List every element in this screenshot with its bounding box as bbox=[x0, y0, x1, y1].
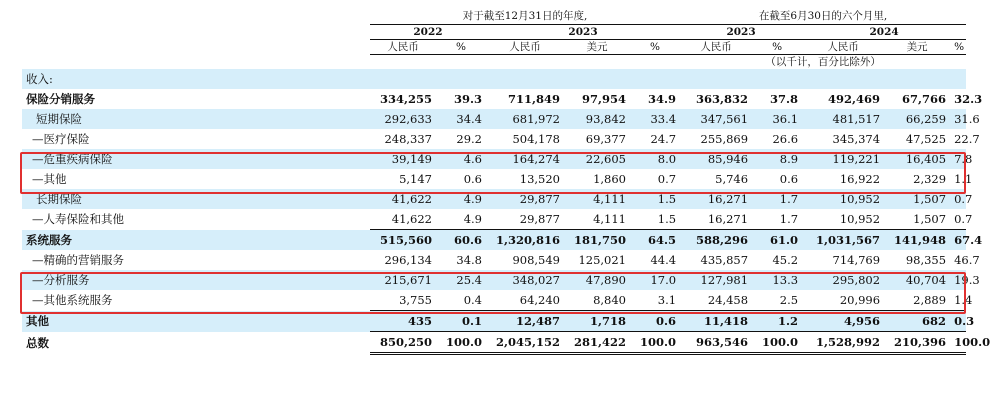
row-label: —其他系统服务 bbox=[32, 293, 113, 308]
table-row bbox=[22, 230, 966, 251]
table-cell bbox=[564, 69, 630, 89]
table-cell: 16,405 bbox=[884, 149, 950, 169]
table-cell: 4,111 bbox=[564, 189, 630, 209]
table-cell: 25.4 bbox=[436, 270, 486, 290]
row-label: 收入: bbox=[22, 69, 370, 89]
table-cell: 2.5 bbox=[779, 293, 799, 307]
table-cell: 29.2 bbox=[456, 132, 482, 146]
table-row bbox=[22, 169, 966, 189]
table-cell: 850,250 bbox=[370, 332, 436, 354]
table-cell: 37.8 bbox=[770, 92, 799, 106]
row-label: —人寿保险和其他 bbox=[32, 212, 124, 227]
table-cell: 481,517 bbox=[802, 109, 884, 129]
table-cell: 17.0 bbox=[630, 270, 680, 290]
col-pct-header: % bbox=[950, 40, 966, 55]
table-cell: 1.4 bbox=[954, 293, 973, 307]
table-cell: 363,832 bbox=[696, 92, 749, 106]
table-row bbox=[22, 69, 966, 89]
table-cell: 8,840 bbox=[593, 293, 626, 307]
table-cell: 8.0 bbox=[630, 149, 680, 169]
table-cell: 127,981 bbox=[680, 270, 752, 290]
table-cell: 22,605 bbox=[564, 149, 630, 169]
table-cell: 334,255 bbox=[379, 92, 432, 106]
year-header: 2023 bbox=[680, 25, 802, 40]
table-row bbox=[22, 89, 966, 109]
table-cell: 39,149 bbox=[370, 149, 436, 169]
row-label: 总数 bbox=[26, 335, 49, 350]
table-cell: 0.4 bbox=[463, 293, 482, 307]
table-cell: 32.3 bbox=[954, 92, 983, 106]
table-cell: 12,487 bbox=[486, 311, 564, 332]
table-cell: 1.2 bbox=[752, 311, 802, 332]
table-cell: 248,337 bbox=[384, 132, 432, 146]
table-cell: 100.0 bbox=[950, 332, 966, 354]
table-cell: 34.8 bbox=[456, 253, 482, 267]
row-label: 长期保险 bbox=[22, 189, 370, 209]
table-cell bbox=[884, 69, 950, 89]
table-cell: 0.7 bbox=[657, 172, 677, 186]
table-row bbox=[22, 149, 966, 169]
table-cell: 2,889 bbox=[913, 293, 947, 307]
col-rmb-header: 人民币 bbox=[370, 40, 436, 55]
table-cell: 5,147 bbox=[399, 172, 432, 186]
table-cell: 100.0 bbox=[630, 332, 680, 354]
col-rmb-header: 人民币 bbox=[486, 40, 564, 55]
row-label: 系统服务 bbox=[22, 230, 370, 251]
table-cell: 1,718 bbox=[564, 311, 630, 332]
table-cell: 255,869 bbox=[700, 132, 749, 146]
table-cell: 44.4 bbox=[650, 253, 677, 267]
table-row bbox=[22, 189, 966, 209]
unit-note: （以千计，百分比除外） bbox=[765, 56, 881, 68]
row-label: 其他 bbox=[22, 311, 370, 332]
row-label: 保险分销服务 bbox=[26, 92, 95, 106]
table-cell: 281,422 bbox=[564, 332, 630, 354]
table-cell: 29,877 bbox=[519, 212, 560, 226]
table-cell: 8.9 bbox=[752, 149, 802, 169]
annual-period-header: 对于截至12月31日的年度, bbox=[370, 8, 680, 25]
table-cell: 64,240 bbox=[519, 293, 560, 307]
table-body bbox=[22, 69, 991, 354]
table-cell bbox=[802, 69, 884, 89]
table-cell bbox=[486, 69, 564, 89]
table-cell: 67,766 bbox=[902, 92, 947, 106]
table-cell: 908,549 bbox=[512, 253, 560, 267]
table-cell: 85,946 bbox=[680, 149, 752, 169]
table-cell: 45.2 bbox=[772, 253, 799, 267]
table-cell bbox=[950, 69, 966, 89]
table-cell: 93,842 bbox=[564, 109, 630, 129]
table-cell: 36.1 bbox=[752, 109, 802, 129]
table-cell: 16,922 bbox=[839, 172, 881, 186]
table-cell: 435,857 bbox=[700, 253, 749, 267]
table-cell: 682 bbox=[884, 311, 950, 332]
table-cell: 210,396 bbox=[884, 332, 950, 354]
table-cell: 2,045,152 bbox=[486, 332, 564, 354]
table-cell: 26.6 bbox=[772, 132, 799, 146]
col-usd-header: 美元 bbox=[564, 40, 630, 55]
table-cell: 41,622 bbox=[391, 212, 432, 226]
table-cell: 3.1 bbox=[657, 293, 677, 307]
table-cell: 1,860 bbox=[593, 172, 626, 186]
table-cell: 963,546 bbox=[680, 332, 752, 354]
table-cell: 4.9 bbox=[436, 189, 486, 209]
revenue-table bbox=[22, 8, 991, 355]
table-cell: 100.0 bbox=[752, 332, 802, 354]
col-pct-header: % bbox=[752, 40, 802, 55]
table-cell: 1.7 bbox=[779, 212, 799, 226]
col-pct-header: % bbox=[630, 40, 680, 55]
col-pct-header: % bbox=[436, 40, 486, 55]
table-cell: 0.7 bbox=[950, 189, 966, 209]
table-row bbox=[22, 270, 966, 290]
table-cell: 1,320,816 bbox=[486, 230, 564, 251]
header-period-row bbox=[22, 8, 966, 25]
table-cell: 1,507 bbox=[884, 189, 950, 209]
table-cell: 47,525 bbox=[905, 132, 947, 146]
table-cell: 3,755 bbox=[399, 293, 432, 307]
table-cell: 4.6 bbox=[436, 149, 486, 169]
table-cell: 34.9 bbox=[648, 92, 677, 106]
table-cell: 0.1 bbox=[436, 311, 486, 332]
table-cell: 40,704 bbox=[884, 270, 950, 290]
table-cell: 0.7 bbox=[954, 212, 973, 226]
col-usd-header: 美元 bbox=[884, 40, 950, 55]
table-cell: 67.4 bbox=[950, 230, 966, 251]
table-cell: 24,458 bbox=[707, 293, 749, 307]
table-cell: 345,374 bbox=[832, 132, 881, 146]
table-cell: 60.6 bbox=[436, 230, 486, 251]
table-cell: 296,134 bbox=[384, 253, 432, 267]
table-row bbox=[22, 290, 966, 311]
table-cell: 1,507 bbox=[913, 212, 947, 226]
table-cell: 181,750 bbox=[564, 230, 630, 251]
table-row bbox=[22, 109, 966, 129]
table-cell: 20,996 bbox=[839, 293, 881, 307]
table-cell bbox=[370, 69, 436, 89]
table-cell: 47,890 bbox=[564, 270, 630, 290]
table-cell: 0.3 bbox=[950, 311, 966, 332]
table-cell: 24.7 bbox=[650, 132, 677, 146]
table-cell: 125,021 bbox=[578, 253, 626, 267]
year-header: 2022 bbox=[370, 25, 486, 40]
row-label: 短期保险 bbox=[22, 109, 370, 129]
table-row bbox=[22, 129, 966, 149]
table-cell: 164,274 bbox=[486, 149, 564, 169]
table-cell: 13,520 bbox=[519, 172, 560, 186]
table-row bbox=[22, 311, 966, 332]
row-label: —分析服务 bbox=[22, 270, 370, 290]
table-cell: 4.9 bbox=[463, 212, 482, 226]
col-rmb-header: 人民币 bbox=[680, 40, 752, 55]
row-label: —医疗保险 bbox=[32, 132, 90, 146]
table-cell: 348,027 bbox=[486, 270, 564, 290]
table-row bbox=[22, 250, 966, 270]
row-label: —其他 bbox=[32, 172, 67, 186]
table-cell: 1.5 bbox=[657, 212, 677, 226]
table-cell: 711,849 bbox=[507, 92, 560, 106]
table-cell: 1,031,567 bbox=[802, 230, 884, 251]
table-cell: 5,746 bbox=[715, 172, 749, 186]
table-cell: 492,469 bbox=[828, 92, 881, 106]
table-cell: 0.6 bbox=[463, 172, 482, 186]
table-cell: 1.5 bbox=[630, 189, 680, 209]
year-header: 2024 bbox=[802, 25, 966, 40]
table-cell bbox=[752, 69, 802, 89]
table-cell: 11,418 bbox=[680, 311, 752, 332]
table-cell: 29,877 bbox=[486, 189, 564, 209]
table-cell: 41,622 bbox=[370, 189, 436, 209]
col-rmb-header: 人民币 bbox=[802, 40, 884, 55]
table-cell: 119,221 bbox=[802, 149, 884, 169]
table-cell: 64.5 bbox=[630, 230, 680, 251]
table-cell: 1,528,992 bbox=[802, 332, 884, 354]
row-label: —精确的营销服务 bbox=[32, 253, 124, 267]
unit-note-row bbox=[22, 55, 966, 70]
table-cell: 16,271 bbox=[707, 212, 749, 226]
table-cell: 1.1 bbox=[954, 172, 973, 186]
table-cell: 22.7 bbox=[954, 132, 980, 146]
table-cell: 31.6 bbox=[950, 109, 966, 129]
table-cell bbox=[680, 69, 752, 89]
table-cell: 2,329 bbox=[913, 172, 947, 186]
table-cell: 33.4 bbox=[630, 109, 680, 129]
table-cell: 141,948 bbox=[884, 230, 950, 251]
table-cell: 0.6 bbox=[779, 172, 799, 186]
table-cell: 4,956 bbox=[802, 311, 884, 332]
table-cell: 4,111 bbox=[593, 212, 626, 226]
table-cell: 215,671 bbox=[370, 270, 436, 290]
table-cell: 39.3 bbox=[453, 92, 482, 106]
table-cell: 681,972 bbox=[486, 109, 564, 129]
header-year-row bbox=[22, 25, 966, 40]
interim-period-header: 在截至6月30日的六个月里, bbox=[680, 8, 966, 25]
table-cell: 588,296 bbox=[680, 230, 752, 251]
year-header: 2023 bbox=[486, 25, 680, 40]
table-cell: 10,952 bbox=[802, 189, 884, 209]
table-cell: 46.7 bbox=[954, 253, 980, 267]
table-cell: 435 bbox=[370, 311, 436, 332]
table-cell: 295,802 bbox=[802, 270, 884, 290]
table-cell: 347,561 bbox=[680, 109, 752, 129]
table-cell: 100.0 bbox=[436, 332, 486, 354]
table-cell: 69,377 bbox=[585, 132, 626, 146]
table-cell: 66,259 bbox=[884, 109, 950, 129]
table-cell bbox=[436, 69, 486, 89]
table-cell: 13.3 bbox=[752, 270, 802, 290]
row-label: —危重疾病保险 bbox=[22, 149, 370, 169]
table-cell: 292,633 bbox=[370, 109, 436, 129]
table-row bbox=[22, 209, 966, 230]
table-cell: 10,952 bbox=[839, 212, 881, 226]
table-cell: 504,178 bbox=[512, 132, 560, 146]
table-cell: 7.8 bbox=[950, 149, 966, 169]
table-row bbox=[22, 332, 966, 354]
table-cell: 0.6 bbox=[630, 311, 680, 332]
table-cell: 515,560 bbox=[370, 230, 436, 251]
table-cell: 97,954 bbox=[581, 92, 626, 106]
revenue-table-container bbox=[22, 8, 991, 355]
table-cell bbox=[630, 69, 680, 89]
table-cell: 1.7 bbox=[752, 189, 802, 209]
table-cell: 34.4 bbox=[436, 109, 486, 129]
table-cell: 98,355 bbox=[905, 253, 947, 267]
table-cell: 16,271 bbox=[680, 189, 752, 209]
table-cell: 19.3 bbox=[950, 270, 966, 290]
table-cell: 61.0 bbox=[752, 230, 802, 251]
header-currency-row bbox=[22, 40, 966, 55]
table-cell: 714,769 bbox=[832, 253, 881, 267]
